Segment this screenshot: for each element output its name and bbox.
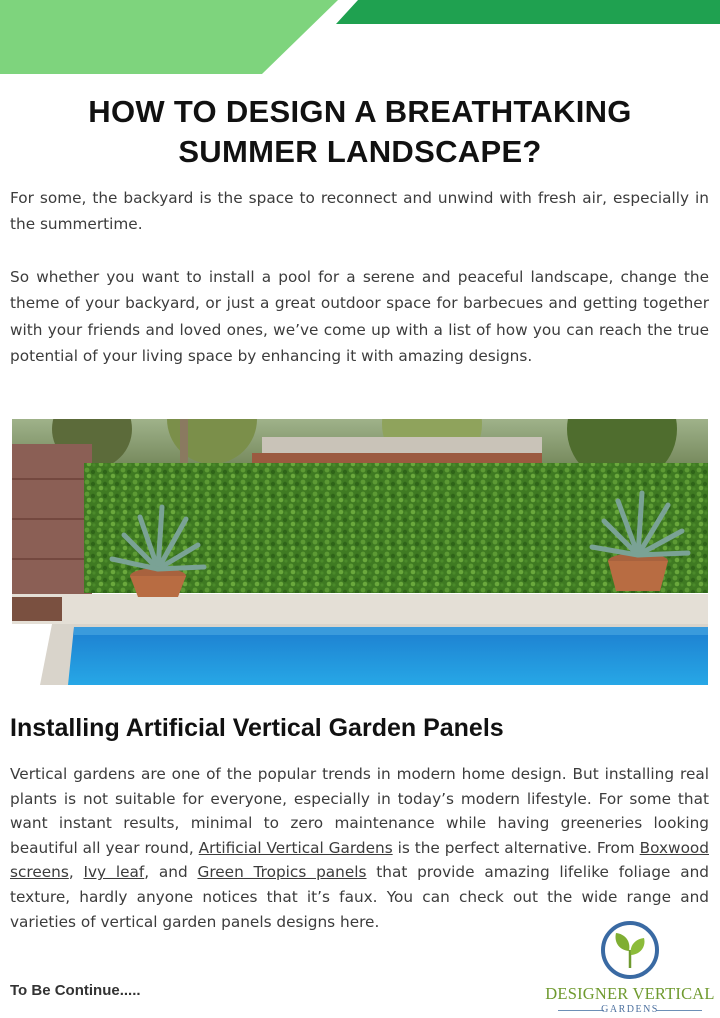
- logo-subtitle: GARDENS: [601, 1004, 659, 1015]
- section-text-d: , and: [144, 863, 198, 882]
- intro-paragraph-2: So whether you want to install a pool for a serene and peaceful landscape, change the theme of your backyard, or just a great outdoor space for barbecues and getting together with your friends and loved ones, we’ve come up with a list of how you can reach the true potential of your living space by enhancing it with amazing designs.: [10, 268, 709, 365]
- brand-logo: [544, 920, 716, 1016]
- link-artificial-vertical-gardens[interactable]: Artificial Vertical Gardens: [198, 838, 393, 857]
- header-banner: [0, 0, 720, 80]
- link-ivy-leaf[interactable]: Ivy leaf: [83, 863, 145, 882]
- link-green-tropics-panels[interactable]: Green Tropics panels: [197, 863, 367, 882]
- to-be-continued-note: To Be Continue.....: [10, 982, 141, 999]
- intro-paragraph-1: For some, the backyard is the space to reconnect and unwind with fresh air, especially in the summertime.: [10, 189, 709, 234]
- section-text-c: ,: [68, 863, 84, 882]
- section-heading: Installing Artificial Vertical Garden Panels: [10, 714, 504, 742]
- banner-dark-green-shape: [336, 0, 720, 24]
- section-paragraph: [10, 762, 709, 934]
- leaf-circle-icon: [600, 920, 660, 980]
- section-text-a: Vertical gardens are one of the popular trends in modern home design. But installing real plants is not suitable for everyone, especially in today’s modern lifestyle. For some that want instant results, minimal to zero maintenance while having greeneries looking beautiful all year round,: [10, 765, 709, 857]
- section-text-e: that provide amazing lifelike foliage and texture, hardly anyone notices that it’s faux. You can check out the wide range and varieties of vertical garden panels designs here.: [10, 863, 709, 931]
- logo-name: DESIGNER VERTICAL: [545, 984, 715, 1003]
- section-text-b: is the perfect alternative. From: [392, 838, 640, 857]
- link-boxwood-screens[interactable]: Boxwood screens: [10, 838, 709, 882]
- banner-light-green-shape: [0, 0, 338, 74]
- page-title: HOW TO DESIGN A BREATHTAKING SUMMER LANDSCAPE?: [88, 94, 632, 169]
- backyard-pool-photo: [12, 419, 708, 685]
